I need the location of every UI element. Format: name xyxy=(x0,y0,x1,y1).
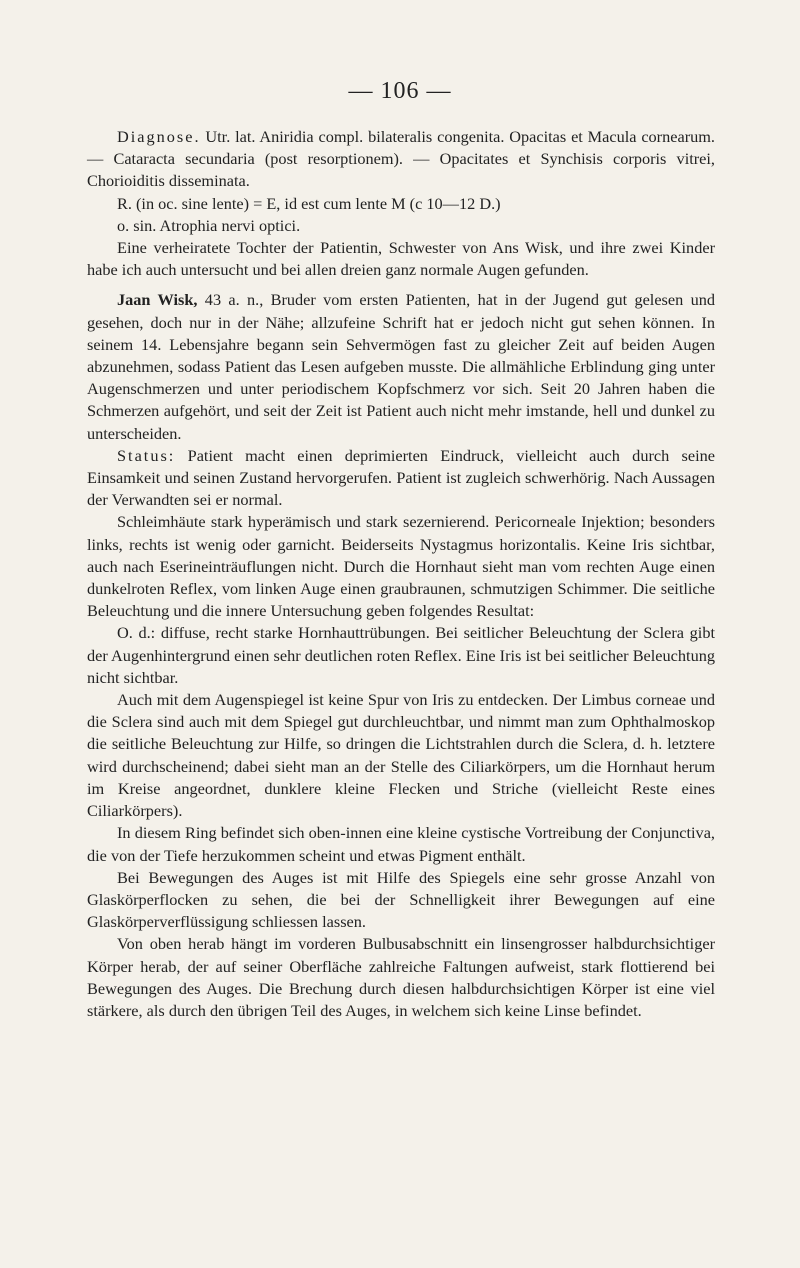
paragraph-refraction xyxy=(87,193,715,215)
page-number: — 106 — xyxy=(348,78,452,104)
paragraph-ophthalmoscope xyxy=(87,689,715,822)
paragraph-jaan-wisk xyxy=(87,289,715,444)
paragraph-family xyxy=(87,237,715,281)
paragraph-text: Eine verheiratete Tochter der Patientin, Schwester von Ans Wisk, und ihre zwei Kinder habe ich auch untersucht und bei allen dreien ganz normale Augen gefunden. xyxy=(87,238,715,280)
paragraph-ring xyxy=(87,822,715,866)
paragraph-text: In diesem Ring befindet sich oben-innen eine kleine cystische Vortreibung der Conjunctiva, die von der Tiefe herzukommen scheint und etwas Pigment enthält. xyxy=(87,823,715,865)
paragraph-text: O. d.: diffuse, recht starke Hornhauttrübungen. Bei seitlicher Beleuchtung der Sclera gibt der Augenhintergrund einen sehr deutlichen roten Reflex. Eine Iris ist bei seitlicher Beleuchtung nicht sichtbar. xyxy=(87,623,715,687)
paragraph-text: Schleimhäute stark hyperämisch und stark sezernierend. Pericorneale Injektion; besonders links, rechts ist wenig oder garnicht. Beiderseits Nystagmus horizontalis. Keine Iris sichtbar, auch nach Eserineinträuflungen nicht. Durch die Hornhaut sieht man vom rechten Auge einen dunkelroten Reflex, vom linken Auge einen graubraunen, schmutzigen Schimmer. Die seitliche Beleuchtung und die innere Untersuchung geben folgendes Resultat: xyxy=(87,512,715,621)
paragraph-text: Patient macht einen deprimierten Eindruck, vielleicht auch durch seine Einsamkeit und seinen Zustand hervorgerufen. Patient ist zugleich schwerhörig. Nach Aussagen der Verwandten sei er normal. xyxy=(87,445,715,510)
paragraph-text: R. (in oc. sine lente) = E, id est cum lente M (c 10—12 D.) xyxy=(117,193,501,213)
paragraph-text: o. sin. Atrophia nervi optici. xyxy=(117,215,301,235)
paragraph-text: Von oben herab hängt im vorderen Bulbusabschnitt ein linsengrosser halbdurchsichtiger Körper herab, der auf seiner Oberfläche zahlreiche Faltungen aufweist, stark flottierend bei Bewegungen des Auges. Die Brechung durch diesen halbdurchsichtigen Körper ist eine viel stärkere, als durch den übrigen Teil des Auges, in welchem sich keine Linse befindet. xyxy=(87,934,715,1020)
paragraph-text: Utr. lat. Aniridia compl. bilateralis congenita. Opacitas et Macula cornearum. — Cataracta secundaria (post resorptionem). — Opacitates et Synchisis corporis vitrei, Chorioiditis disseminata. xyxy=(87,127,715,191)
paragraph-status xyxy=(87,445,715,512)
patient-name: Jaan Wisk, xyxy=(117,290,198,310)
paragraph-body xyxy=(87,933,715,1022)
status-lead: Status: xyxy=(117,445,176,465)
body-text xyxy=(87,126,715,1022)
paragraph-left-eye xyxy=(87,215,715,237)
paragraph-text: Auch mit dem Augenspiegel ist keine Spur von Iris zu entdecken. Der Limbus corneae und die Sclera sind auch mit dem Spiegel gut durchleuchtbar, und nimmt man zum Ophthalmoskop die seitliche Beleuchtung zur Hilfe, so dringen die Lichtstrahlen durch die Sclera, d. h. letztere wird durchscheinend; dabei sieht man an der Stelle des Ciliarkörpers, um die Hornhaut herum im Kreise angeordnet, dunklere kleine Flecken und Striche (vielleicht Reste eines Ciliarkörpers). xyxy=(87,690,715,821)
paragraph-text: 43 a. n., Bruder vom ersten Patienten, hat in der Jugend gut gelesen und gesehen, doch nur in der Nähe; allzufeine Schrift hat er jedoch nicht gut sehen können. In seinem 14. Lebensjahre begann sein Sehvermögen fast zu gleicher Zeit auf beiden Augen abzunehmen, sodass Patient das Lesen aufgeben musste. Die allmähliche Erblindung ging unter Augenschmerzen und unter periodischem Kopfschmerz vor sich. Seit 20 Jahren haben die Schmerzen aufgehört, und seit der Zeit ist Patient auch nicht mehr imstande, hell und dunkel zu unterscheiden. xyxy=(87,290,716,443)
paragraph-right-eye xyxy=(87,622,715,689)
paragraph-mucosa xyxy=(87,511,715,622)
paragraph-vitreous xyxy=(87,867,715,934)
paragraph-text: Bei Bewegungen des Auges ist mit Hilfe des Spiegels eine sehr grosse Anzahl von Glaskörperflocken zu sehen, die bei der Schnelligkeit ihrer Bewegungen auf eine Glaskörperverflüssigung schliessen lassen. xyxy=(87,867,715,932)
diagnose-lead: Diagnose. xyxy=(117,127,201,146)
paragraph-diagnose xyxy=(87,126,715,193)
